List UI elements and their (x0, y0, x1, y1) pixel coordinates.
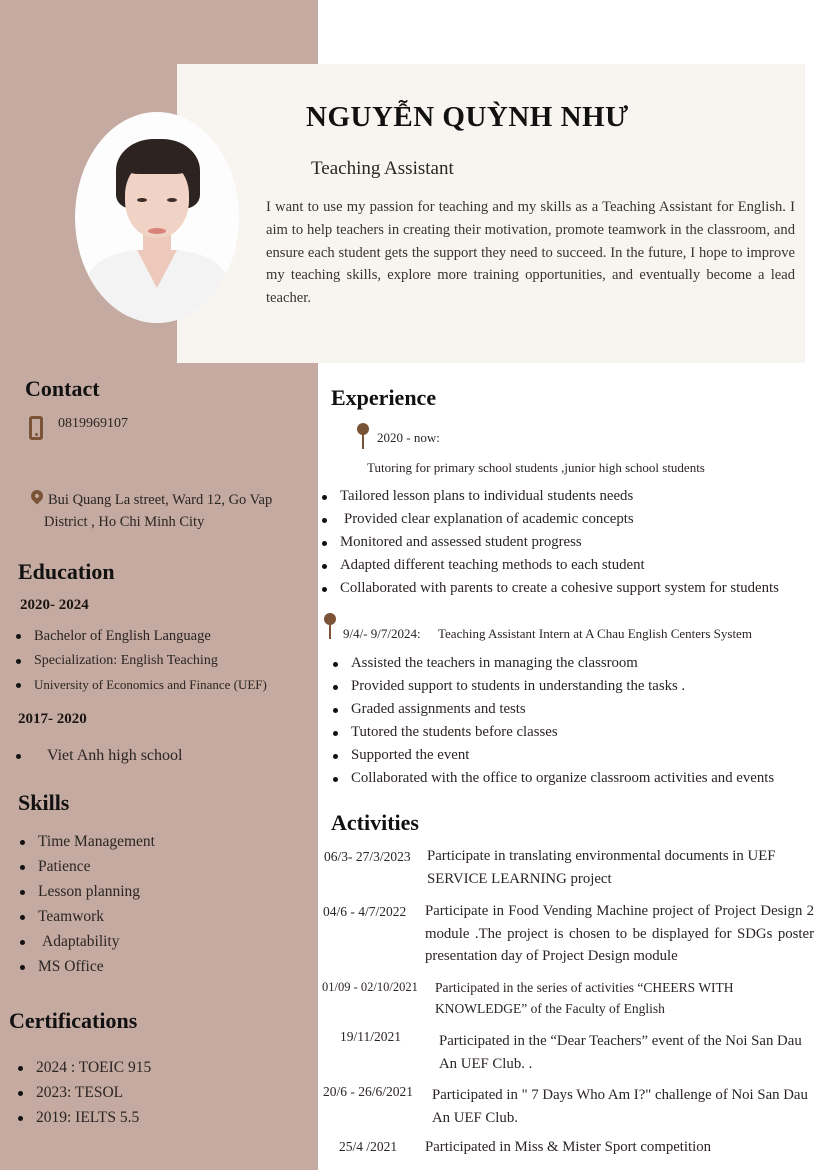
list-item: Monitored and assessed student progress (320, 531, 779, 554)
list-item: Specialization: English Teaching (14, 649, 267, 674)
activity-description: Participated in " 7 Days Who Am I?" challenge of Noi San Dau An UEF Club. (432, 1087, 808, 1126)
list-item: Assisted the teachers in managing the classroom (331, 652, 774, 675)
skills-heading: Skills (18, 790, 70, 815)
photo-eye (167, 198, 177, 202)
photo-lips (148, 228, 166, 234)
career-summary: I want to use my passion for teaching and my skills as a Teaching Assistant for English. I aim to help teachers in creating their motivation, promote teamwork in the classroom, and ensure each student gets the support they need to succeed. In the future, I hope to improve my teaching skills, explore more training opportunities, and eventually become a lead teacher. (266, 199, 795, 307)
list-item: Adaptability (18, 929, 155, 954)
education-years: 2020- 2024 (20, 597, 89, 613)
education-list (14, 624, 267, 698)
phone-number: 0819969107 (58, 416, 128, 431)
activities-heading: Activities (331, 810, 419, 835)
job-bullets (331, 652, 774, 790)
photo-eye (137, 198, 147, 202)
list-item: MS Office (18, 954, 155, 979)
education-list (14, 744, 182, 768)
list-item: Patience (18, 854, 155, 879)
activity-description: Participate in Food Vending Machine project of Project Design 2 module .The project is chosen to be displayed for SDGs poster presentation day of Project Design module (425, 903, 814, 964)
profile-photo (75, 112, 239, 323)
list-item: 2019: IELTS 5.5 (16, 1105, 151, 1130)
list-item: Tailored lesson plans to individual students needs (320, 485, 779, 508)
job-title: Tutoring for primary school students ,junior high school students (367, 460, 705, 475)
address-line-1: Bui Quang La street, Ward 12, Go Vap (48, 492, 273, 508)
certifications-heading: Certifications (9, 1008, 138, 1033)
job-bullets (320, 485, 779, 600)
photo-bangs (121, 142, 193, 174)
list-item: Time Management (18, 829, 155, 854)
job-period: 2020 - now: (377, 430, 440, 445)
timeline-pin-icon (357, 423, 369, 449)
certifications-list (16, 1055, 151, 1130)
list-item: Provided clear explanation of academic concepts (320, 508, 779, 531)
activity-description: Participated in the series of activities “CHEERS WITH KNOWLEDGE” of the Faculty of English (435, 980, 734, 1016)
job-title: Teaching Assistant (311, 158, 454, 179)
activity-description: Participated in the “Dear Teachers” event of the Noi San Dau An UEF Club. . (439, 1033, 802, 1072)
list-item: 2023: TESOL (16, 1080, 151, 1105)
activity-description: Participated in Miss & Mister Sport competition (425, 1139, 712, 1155)
list-item: Lesson planning (18, 879, 155, 904)
list-item: Supported the event (331, 744, 774, 767)
list-item: Provided support to students in understanding the tasks . (331, 675, 774, 698)
skills-list (18, 829, 155, 979)
candidate-name: NGUYỄN QUỲNH NHƯ (306, 101, 629, 133)
list-item: 2024 : TOEIC 915 (16, 1055, 151, 1080)
activity-date: 04/6 - 4/7/2022 (323, 904, 407, 919)
list-item: Bachelor of English Language (14, 624, 267, 649)
activity-date: 06/3- 27/3/2023 (324, 849, 411, 864)
job-title: Teaching Assistant Intern at A Chau English Centers System (438, 626, 752, 641)
activity-date: 20/6 - 26/6/2021 (323, 1084, 413, 1099)
activity-description: Participate in translating environmental documents in UEF SERVICE LEARNING project (427, 848, 776, 887)
education-heading: Education (18, 559, 115, 584)
list-item: Tutored the students before classes (331, 721, 774, 744)
experience-heading: Experience (331, 385, 437, 410)
education-years: 2017- 2020 (18, 711, 87, 727)
list-item: Collaborated with the office to organize classroom activities and events (331, 767, 774, 790)
list-item: Teamwork (18, 904, 155, 929)
timeline-pin-icon (324, 613, 336, 639)
list-item: Collaborated with parents to create a cohesive support system for students (320, 577, 779, 600)
activity-date: 01/09 - 02/10/2021 (322, 980, 418, 994)
activity-date: 25/4 /2021 (339, 1139, 398, 1154)
list-item: University of Economics and Finance (UEF) (14, 673, 267, 698)
activity-date: 19/11/2021 (340, 1029, 402, 1044)
job-period: 9/4/- 9/7/2024: (343, 626, 421, 641)
phone-icon (29, 416, 43, 440)
contact-heading: Contact (25, 376, 100, 401)
list-item: Adapted different teaching methods to each student (320, 554, 779, 577)
list-item: Graded assignments and tests (331, 698, 774, 721)
address-line-2: District , Ho Chi Minh City (44, 514, 205, 530)
list-item: Viet Anh high school (14, 744, 182, 768)
